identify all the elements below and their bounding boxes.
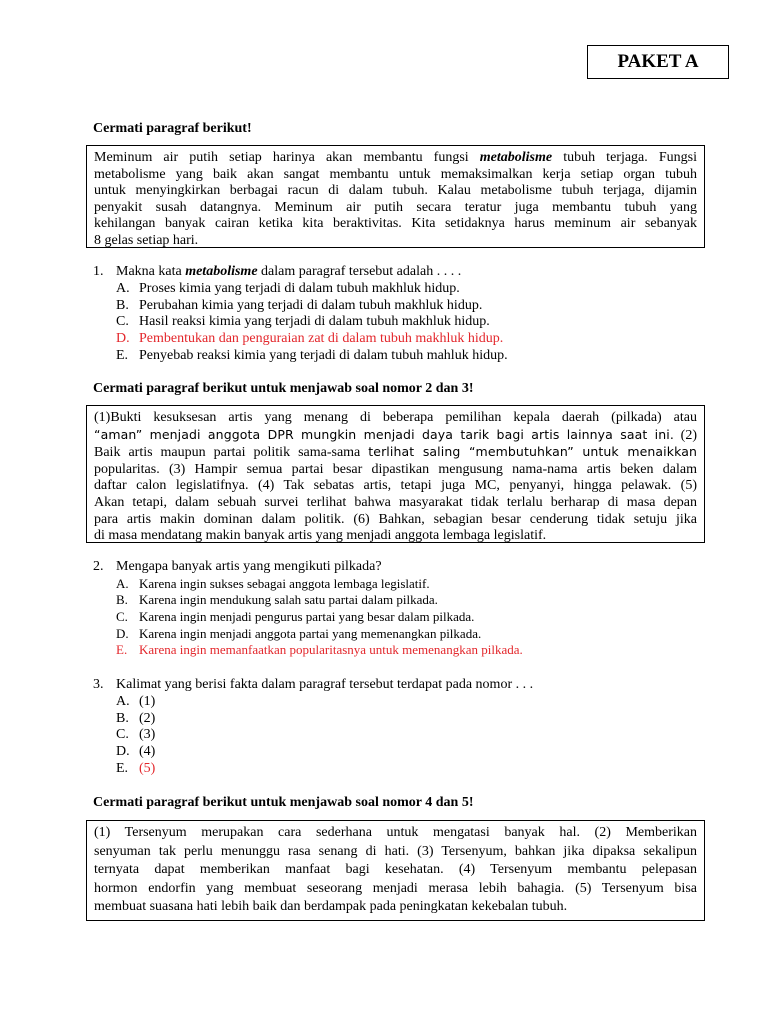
section2-heading: Cermati paragraf berikut untuk menjawab soal nomor 2 dan 3! <box>93 381 474 396</box>
passage-2-line: “aman” menjadi anggota DPR mungkin menjadi daya tarik bagi artis lainnya saat ini. (2) <box>94 426 697 443</box>
question-1 <box>93 264 508 365</box>
paket-label: PAKET A <box>587 45 729 79</box>
q1-option-c[interactable]: C. Hasil reaksi kimia yang terjadi di dalam tubuh makhluk hidup. <box>116 314 490 330</box>
q3-option-e-correct[interactable]: E. (5) <box>116 760 156 776</box>
q3-option-a[interactable]: A. (1) <box>116 693 156 709</box>
passage-2-line: Akan tetapi, dalam sebuah survei terlihat bahwa masyarakat tidak terlalu berharap di masa depan <box>94 494 697 510</box>
question-2-stem: 2. Mengapa banyak artis yang mengikuti pilkada? <box>93 559 382 574</box>
q2-option-a[interactable]: A. Karena ingin sukses sebagai anggota lembaga legislatif. <box>116 575 430 591</box>
passage-2-line: (1)Bukti kesuksesan artis yang menang di beberapa pemilihan kepala daerah (pilkada) atau <box>94 410 697 425</box>
q3-option-c[interactable]: C. (3) <box>116 727 156 743</box>
q2-option-e-correct[interactable]: E. Karena ingin memanfaatkan popularitasnya untuk memenangkan pilkada. <box>116 642 523 658</box>
passage-2-line: di masa mendatang makin banyak artis yang menjadi anggota lembaga legislatif. <box>94 528 547 544</box>
passage-3-line: ternyata dapat memberikan manfaat bagi kesehatan. (4) Tersenyum membantu pelepasan <box>94 862 697 878</box>
passage-1-line: Meminum air putih setiap harinya akan membantu fungsi metabolisme tubuh terjaga. Fungsi <box>94 150 697 165</box>
passage-3-line: hormon endorfin yang membuat seseorang menjadi merasa lebih bahagia. (5) Tersenyum bisa <box>94 880 697 896</box>
passage-2-line: popularitas. (3) Hampir semua partai besar dipastikan mengusung nama-nama artis beken dalam <box>94 461 697 477</box>
q1-option-d-correct[interactable]: D. Pembentukan dan penguraian zat di dalam tubuh makhluk hidup. <box>116 331 504 347</box>
passage-1-line: untuk menyingkirkan berbagai racun di dalam tubuh. Kalau metabolisme tubuh terjaga, dijamin <box>94 183 697 199</box>
q2-option-d[interactable]: D. Karena ingin menjadi anggota partai yang memenangkan pilkada. <box>116 625 482 641</box>
q3-option-b[interactable]: B. (2) <box>116 710 156 726</box>
section3-heading: Cermati paragraf berikut untuk menjawab soal nomor 4 dan 5! <box>93 795 474 810</box>
q2-option-c[interactable]: C. Karena ingin menjadi pengurus partai yang besar dalam pilkada. <box>116 608 475 624</box>
passage-3 <box>86 820 705 921</box>
q3-option-d[interactable]: D. (4) <box>116 744 156 760</box>
passage-1-line: kehilangan banyak cairan ketika kita beraktivitas. Kita setidaknya harus meminum air sebanyak <box>94 216 697 232</box>
question-2 <box>93 559 523 659</box>
section1-heading: Cermati paragraf berikut! <box>93 121 252 136</box>
passage-2 <box>86 405 705 543</box>
passage-1 <box>86 145 705 248</box>
question-3 <box>93 677 533 778</box>
q1-option-e[interactable]: E. Penyebab reaksi kimia yang terjadi di dalam tubuh mahluk hidup. <box>116 347 508 363</box>
q1-option-a[interactable]: A. Proses kimia yang terjadi di dalam tubuh makhluk hidup. <box>116 280 460 296</box>
term-metabolisme: metabolisme <box>479 150 553 165</box>
passage-3-line: membuat suasana hati lebih baik dan berdampak pada peningkatan kekebalan tubuh. <box>94 899 568 915</box>
passage-1-line: penyakit susah datangnya. Meminum air putih secara teratur juga membantu tubuh yang <box>94 199 697 215</box>
passage-3-line: (1) Tersenyum merupakan cara sederhana untuk mengatasi banyak hal. (2) Memberikan <box>94 825 697 840</box>
passage-2-line: Baik artis maupun partai politik sama-sama terlihat saling “membutuhkan” untuk menaikkan <box>94 444 697 461</box>
question-3-stem: 3. Kalimat yang berisi fakta dalam paragraf tersebut terdapat pada nomor . . . <box>93 677 534 692</box>
q1-option-b[interactable]: B. Perubahan kimia yang terjadi di dalam tubuh makhluk hidup. <box>116 297 483 313</box>
passage-1-line: 8 gelas setiap hari. <box>94 232 199 248</box>
q2-option-b[interactable]: B. Karena ingin mendukung salah satu partai dalam pilkada. <box>116 592 438 608</box>
passage-2-line: para artis makin dominan dalam politik. (6) Bahkan, sebagian besar cenderung tidak setuju jika <box>94 511 697 527</box>
passage-1-line: metabolisme yang baik akan sangat membantu untuk memaksimalkan kerja setiap organ tubuh <box>94 166 697 182</box>
passage-3-line: senyuman tak perlu menunggu rasa senang di hati. (3) Tersenyum, bahkan jika dipaksa sekalipun <box>94 843 697 859</box>
question-1-stem: 1. Makna kata metabolisme dalam paragraf tersebut adalah . . . . <box>93 264 462 279</box>
passage-2-line: daftar calon legislatifnya. (4) Tak sebatas artis, tetapi juga MC, penyanyi, hingga pelawak. (5) <box>94 478 697 494</box>
